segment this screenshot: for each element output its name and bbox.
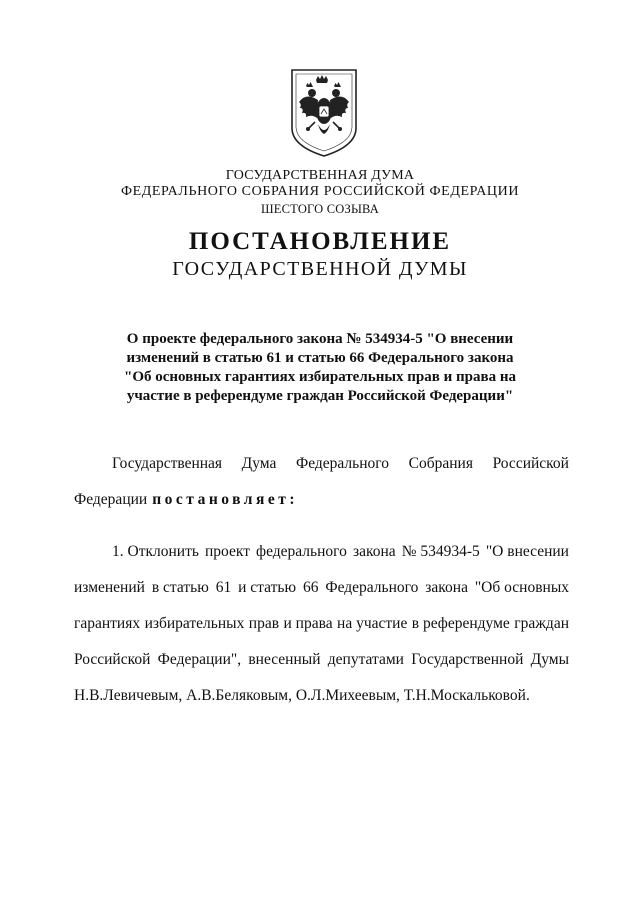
- word: и статью: [238, 579, 297, 596]
- subject-line: "Об основных гарантиях избирательных прав и права на: [124, 369, 516, 385]
- word: закона: [425, 579, 468, 596]
- word: проект: [205, 543, 250, 560]
- word: граждан: [514, 615, 569, 632]
- word: Собрания: [408, 455, 473, 472]
- word: закона: [352, 543, 396, 560]
- subject-line: О проекте федерального закона № 534934-5 "О внесении: [126, 331, 514, 347]
- paragraph-line: [74, 570, 569, 606]
- word: в референдуме: [411, 615, 510, 632]
- document-title: ПОСТАНОВЛЕНИЕ: [188, 228, 452, 255]
- item-1-paragraph: [74, 534, 569, 714]
- header-line-3: ШЕСТОГО СОЗЫВА: [260, 202, 380, 216]
- header-line-2: ФЕДЕРАЛЬНОГО СОБРАНИЯ РОССИЙСКОЙ ФЕДЕРАЦИИ: [120, 184, 520, 199]
- intro-paragraph: [74, 446, 569, 518]
- word: Дума: [241, 455, 277, 472]
- word: Федерации",: [157, 651, 242, 668]
- word: Государственной: [411, 651, 524, 668]
- word: федерального: [256, 543, 347, 560]
- deputies-list: Н.В.Левичевым, А.В.Беляковым, О.Л.Михеевым, Т.Н.Москальковой.: [74, 687, 530, 704]
- word: в статью: [151, 579, 209, 596]
- header-line-1: ГОСУДАРСТВЕННАЯ ДУМА: [225, 168, 415, 183]
- word: Федерального: [295, 455, 390, 472]
- word: изменений: [74, 579, 145, 596]
- document-subtitle: ГОСУДАРСТВЕННОЙ ДУМЫ: [172, 258, 468, 280]
- resolution-word: постановляет:: [152, 491, 299, 508]
- word: 61: [215, 579, 232, 596]
- paragraph-line: [74, 446, 569, 482]
- subject-line: изменений в статью 61 и статью 66 Федерального закона: [126, 350, 514, 366]
- paragraph-line: [74, 534, 569, 570]
- word: и права: [283, 615, 333, 632]
- paragraph-line: [74, 482, 569, 518]
- word: внесенный: [248, 651, 321, 668]
- word: "Об основных: [474, 579, 569, 596]
- russian-coat-of-arms-icon: [288, 66, 360, 158]
- word: Государственная: [112, 455, 223, 472]
- paragraph-line: [74, 642, 569, 678]
- word: на участие: [337, 615, 408, 632]
- word: "О внесении: [485, 543, 569, 560]
- word: Российской: [74, 651, 151, 668]
- word: Российской: [492, 455, 569, 472]
- word: Федерального: [325, 579, 419, 596]
- word: № 534934-5: [401, 543, 480, 560]
- paragraph-line: [74, 678, 569, 714]
- document-subject: [110, 330, 530, 406]
- word: 66: [302, 579, 319, 596]
- subject-line: участие в референдуме граждан Российской Федерации": [126, 388, 514, 404]
- paragraph-line: [74, 606, 569, 642]
- word: 1. Отклонить: [112, 543, 199, 560]
- word: Думы: [530, 651, 569, 668]
- word: депутатами: [327, 651, 404, 668]
- word: Федерации: [74, 491, 148, 508]
- word: прав: [248, 615, 280, 632]
- word: гарантиях: [74, 615, 141, 632]
- word: избирательных: [144, 615, 245, 632]
